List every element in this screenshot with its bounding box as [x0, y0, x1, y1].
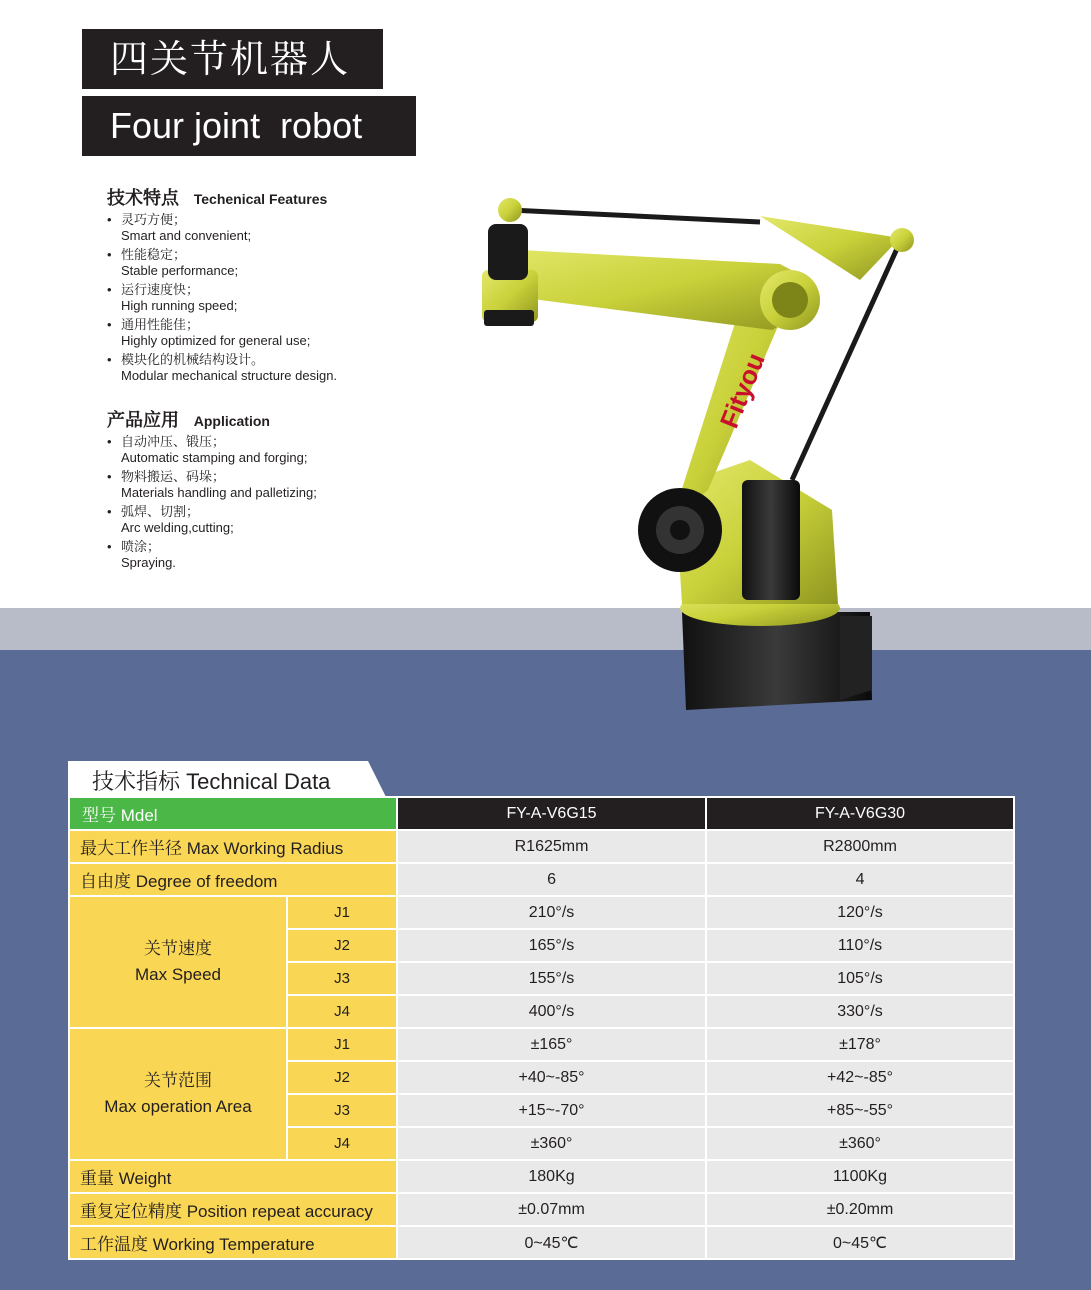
cell-value: R2800mm	[706, 830, 1014, 863]
item-en: Highly optimized for general use;	[121, 333, 311, 348]
wrist-end-effector	[484, 310, 534, 326]
application-heading-cn: 产品应用	[107, 410, 179, 430]
cell-value: 1100Kg	[706, 1160, 1014, 1193]
table-row	[69, 1226, 1014, 1259]
cell-value: 330°/s	[706, 995, 1014, 1028]
speed-group-label	[69, 896, 287, 1028]
table-row	[69, 830, 1014, 863]
cell-value: ±0.07mm	[397, 1193, 706, 1226]
joint-label: J2	[287, 1061, 397, 1094]
item-cn: 弧焊、切割；	[121, 504, 200, 519]
joint-label: J1	[287, 896, 397, 929]
title-chinese: 四关节机器人	[82, 29, 383, 89]
row-label: 最大工作半径 Max Working Radius	[69, 830, 397, 863]
cell-value: 155°/s	[397, 962, 706, 995]
item-en: Materials handling and palletizing;	[121, 485, 317, 500]
cell-value: 120°/s	[706, 896, 1014, 929]
item-en: Spraying.	[121, 555, 176, 570]
item-cn: 自动冲压、锻压；	[121, 434, 226, 449]
table-title: 技术指标 Technical Data	[92, 769, 331, 794]
list-item	[107, 504, 317, 536]
application-heading	[107, 406, 317, 430]
joint-label: J4	[287, 1127, 397, 1160]
model-header-1: FY-A-V6G15	[397, 797, 706, 830]
spec-table	[68, 796, 1015, 1260]
item-en: Arc welding,cutting;	[121, 520, 234, 535]
item-en: Modular mechanical structure design.	[121, 368, 338, 383]
cell-value: 6	[397, 863, 706, 896]
item-en: High running speed;	[121, 298, 238, 313]
item-en: Automatic stamping and forging;	[121, 450, 308, 465]
item-cn: 灵巧方便；	[121, 212, 187, 227]
bullet-icon: •	[107, 434, 112, 449]
bullet-icon: •	[107, 352, 112, 367]
item-cn: 物料搬运、码垛；	[121, 469, 226, 484]
bullet-icon: •	[107, 539, 112, 554]
features-section	[107, 184, 337, 387]
features-heading-en: Techenical Features	[193, 191, 328, 207]
item-cn: 模块化的机械结构设计。	[121, 352, 265, 367]
cell-value: +40~-85°	[397, 1061, 706, 1094]
range-group-label	[69, 1028, 287, 1160]
table-row	[69, 797, 1014, 830]
cell-value: 0~45℃	[706, 1226, 1014, 1259]
cell-value: ±360°	[397, 1127, 706, 1160]
cell-value: 110°/s	[706, 929, 1014, 962]
row-label: 重量 Weight	[69, 1160, 397, 1193]
robot-base-side	[840, 616, 872, 700]
item-cn: 性能稳定；	[121, 247, 187, 262]
row-label: 自由度 Degree of freedom	[69, 863, 397, 896]
application-list	[107, 434, 317, 571]
features-heading-cn: 技术特点	[107, 188, 179, 208]
bullet-icon: •	[107, 504, 112, 519]
cell-value: ±178°	[706, 1028, 1014, 1061]
cell-value: ±0.20mm	[706, 1193, 1014, 1226]
joint-label: J2	[287, 929, 397, 962]
bullet-icon: •	[107, 212, 112, 227]
linkage-rod-top	[510, 210, 760, 222]
cell-value: +42~-85°	[706, 1061, 1014, 1094]
model-label: 型号 Mdel	[69, 797, 397, 830]
features-heading	[107, 184, 337, 208]
application-section	[107, 406, 317, 574]
item-cn: 喷涂；	[121, 539, 161, 554]
wrist-top	[488, 224, 528, 280]
list-item	[107, 212, 337, 244]
table-row	[69, 1193, 1014, 1226]
row-label: 重复定位精度 Position repeat accuracy	[69, 1193, 397, 1226]
range-label-en: Max operation Area	[104, 1097, 252, 1116]
list-item	[107, 352, 337, 384]
vertical-motor	[742, 480, 800, 600]
table-row	[69, 1160, 1014, 1193]
joint-label: J4	[287, 995, 397, 1028]
cell-value: 180Kg	[397, 1160, 706, 1193]
cell-value: 400°/s	[397, 995, 706, 1028]
title-english: Four joint robot	[82, 96, 416, 156]
table-row	[69, 896, 1014, 929]
cell-value: ±165°	[397, 1028, 706, 1061]
model-header-2: FY-A-V6G30	[706, 797, 1014, 830]
item-cn: 运行速度快；	[121, 282, 200, 297]
speed-label-en: Max Speed	[135, 965, 221, 984]
joint-label: J3	[287, 962, 397, 995]
speed-label-cn: 关节速度	[144, 939, 212, 958]
bullet-icon: •	[107, 247, 112, 262]
application-heading-en: Application	[193, 413, 270, 429]
bullet-icon: •	[107, 317, 112, 332]
joint-label: J3	[287, 1094, 397, 1127]
list-item	[107, 469, 317, 501]
cell-value: 165°/s	[397, 929, 706, 962]
bullet-icon: •	[107, 469, 112, 484]
list-item	[107, 317, 337, 349]
range-label-cn: 关节范围	[144, 1071, 212, 1090]
table-row	[69, 1028, 1014, 1061]
item-en: Stable performance;	[121, 263, 239, 278]
cell-value: 0~45℃	[397, 1226, 706, 1259]
row-label: 工作温度 Working Temperature	[69, 1226, 397, 1259]
list-item	[107, 434, 317, 466]
item-cn: 通用性能佳；	[121, 317, 200, 332]
cell-value: 105°/s	[706, 962, 1014, 995]
robot-illustration	[460, 180, 930, 720]
cell-value: 210°/s	[397, 896, 706, 929]
robot-brand-text: Fityou	[713, 348, 771, 433]
cell-value: +15~-70°	[397, 1094, 706, 1127]
cell-value: ±360°	[706, 1127, 1014, 1160]
cell-value: +85~-55°	[706, 1094, 1014, 1127]
bullet-icon: •	[107, 282, 112, 297]
list-item	[107, 539, 317, 571]
features-list	[107, 212, 337, 384]
table-row	[69, 863, 1014, 896]
cell-value: R1625mm	[397, 830, 706, 863]
list-item	[107, 247, 337, 279]
joint-label: J1	[287, 1028, 397, 1061]
list-item	[107, 282, 337, 314]
cell-value: 4	[706, 863, 1014, 896]
item-en: Smart and convenient;	[121, 228, 252, 243]
